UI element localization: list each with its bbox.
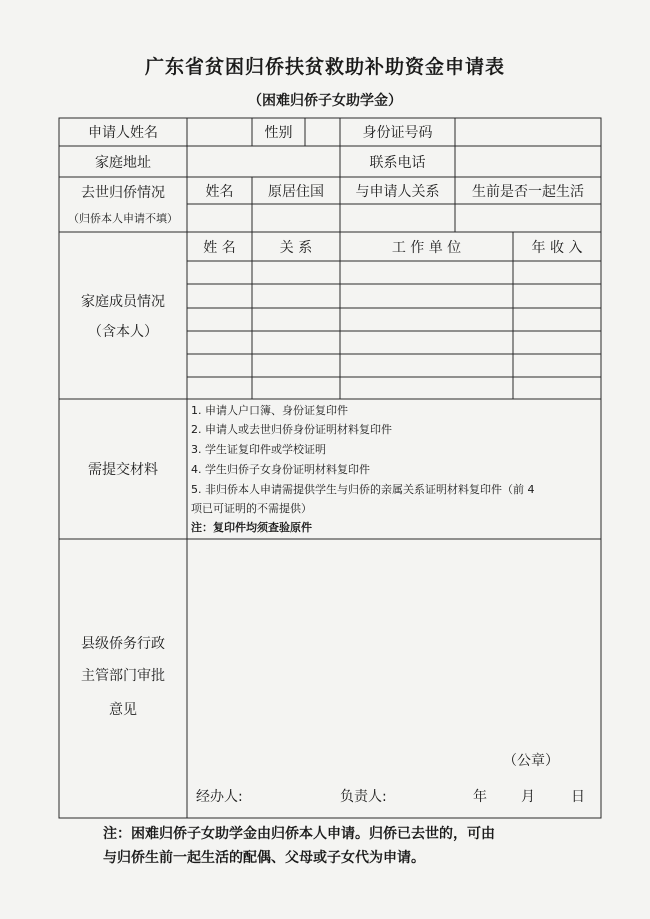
materials-item: 项已可证明的不需提供） [191,502,312,515]
date-day-label: 日 [571,789,585,805]
gender-label: 性别 [264,125,293,141]
materials-item: 2. 申请人或去世归侨身份证明材料复印件 [191,423,392,436]
date-year-label: 年 [473,789,487,805]
footer-note-line2: 与归侨生前一起生活的配偶、父母或子女代为申请。 [103,850,425,866]
deceased-label: 去世归侨情况 [81,185,165,201]
form-title: 广东省贫困归侨扶贫救助补助资金申请表 [144,56,505,78]
materials-item: 3. 学生证复印件或学校证明 [191,443,326,456]
phone-label: 联系电话 [369,154,426,171]
family-col-employer: 工 作 单 位 [391,239,462,256]
responsible-label: 负责人: [340,789,387,805]
materials-item: 1. 申请人户口簿、身份证复印件 [191,404,348,417]
deceased-col-country: 原居住国 [268,183,324,200]
approval-label-line1: 县级侨务行政 [81,636,165,652]
deceased-note: （归侨本人申请不填） [68,212,178,225]
materials-note: 注：复印件均须查验原件 [191,521,312,534]
family-col-income: 年 收 入 [531,239,583,256]
materials-label: 需提交材料 [88,462,158,478]
form-subtitle: （困难归侨子女助学金） [248,93,402,109]
deceased-col-name: 姓名 [205,183,234,200]
approval-label-line2: 主管部门审批 [81,668,165,684]
id-number-label: 身份证号码 [362,125,433,141]
footer-note-line1: 注：困难归侨子女助学金由归侨本人申请。归侨已去世的，可由 [103,826,495,842]
family-label: 家庭成员情况 [81,294,165,310]
materials-item: 5. 非归侨本人申请需提供学生与归侨的亲属关系证明材料复印件（前 4 [191,483,535,496]
date-month-label: 月 [521,789,535,805]
approval-label-line3: 意见 [109,702,137,718]
handler-label: 经办人: [196,789,243,805]
deceased-col-relation: 与申请人关系 [355,183,440,200]
materials-item: 4. 学生归侨子女身份证明材料复印件 [191,463,370,476]
official-seal-label: （公章） [503,753,559,769]
family-col-name: 姓 名 [203,239,236,256]
family-label-note: （含本人） [88,324,158,340]
deceased-col-lived-together: 生前是否一起生活 [472,183,584,200]
address-label: 家庭地址 [95,154,151,171]
family-col-relation: 关 系 [279,239,313,256]
applicant-name-label: 申请人姓名 [88,125,158,141]
